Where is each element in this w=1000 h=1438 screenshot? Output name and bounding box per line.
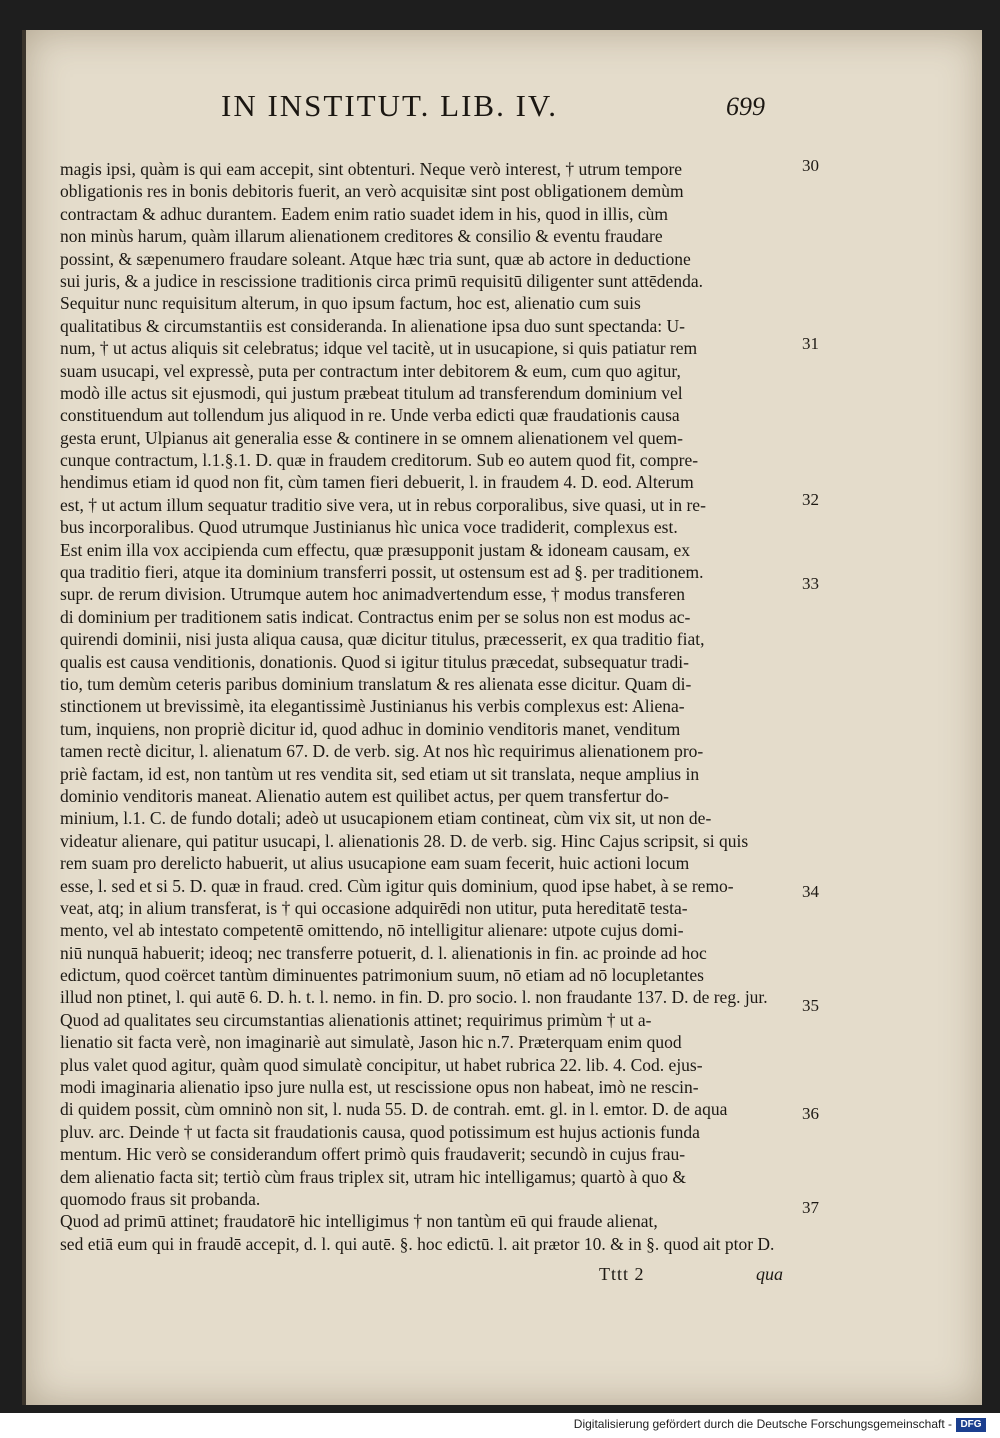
text-line: modò ille actus sit ejusmodi, qui justum præbeat titulum ad transferendum dominium vel — [60, 382, 683, 403]
text-line: lienatio sit facta verè, non imaginariè aut simulatè, Jason hic n.7. Præterquam enim quod — [60, 1032, 682, 1053]
catchword: qua — [756, 1264, 783, 1284]
text-line: contractam & adhuc durantem. Eadem enim ratio suadet idem in his, quod in illis, cùm — [60, 203, 668, 224]
margin-number: 31 — [802, 334, 819, 353]
footer-bar — [0, 1413, 1000, 1438]
margin-number: 37 — [802, 1198, 819, 1217]
text-line: minium, l.1. C. de fundo dotali; adeò ut usucapionem etiam contineat, cùm vix sit, ut non de- — [60, 808, 712, 829]
text-line: illud non ptinet, l. qui autē 6. D. h. t. l. nemo. in fin. D. pro socio. l. non fraudante 137. D. de reg. jur. — [60, 987, 768, 1008]
text-line: cunque contractum, l.1.§.1. D. quæ in fraudem creditorum. Sub eo autem quod fit, compre- — [60, 450, 699, 471]
page-body — [60, 158, 800, 1255]
text-line: est, † ut actum illum sequatur traditio sive vera, ut in rebus corporalibus, sive quasi, ut in re- — [60, 494, 706, 515]
text-line: constituendum aut tollendum jus aliquod in re. Unde verba edicti quæ fraudationis causa — [60, 405, 680, 426]
text-line: niū nunquā habuerit; ideoq; nec transferre potuerit, d. l. alienationis in fin. ac proinde ad hoc — [60, 942, 707, 963]
text-line: edictum, quod coërcet tantùm diminuentes patrimonium suum, nō etiam ad nō locupletantes — [60, 965, 704, 986]
margin-number: 35 — [802, 996, 819, 1015]
text-line: Quod ad qualitates seu circumstantias alienationis attinet; requirimus primùm † ut a- — [60, 1009, 652, 1030]
margin-number: 36 — [802, 1104, 819, 1123]
text-line: esse, l. sed et si 5. D. quæ in fraud. cred. Cùm igitur quis dominium, quod ipse habet, à se remo- — [60, 875, 734, 896]
text-line: possint, & sæpenumero fraudare soleant. Atque hæc tria sunt, quæ ab actore in deductione — [60, 248, 691, 269]
text-line: supr. de rerum division. Utrumque autem hoc animadvertendum esse, † modus transferen — [60, 584, 685, 605]
page-number: 699 — [726, 92, 765, 121]
text-line: modi imaginaria alienatio ipso jure nulla est, ut rescissione opus non habeat, imò ne rescin- — [60, 1077, 699, 1098]
text-line: Quod ad primū attinet; fraudatorē hic intelligimus † non tantùm eū qui fraude alienat, — [60, 1211, 658, 1232]
text-line: di quidem possit, cùm omninò non sit, l. nuda 55. D. de contrah. emt. gl. in l. emtor. D. de aqua — [60, 1099, 728, 1120]
text-line: sui juris, & a judice in rescissione traditionis circa primū requisitū diligenter sunt attēdenda. — [60, 270, 703, 291]
margin-number: 33 — [802, 574, 819, 593]
text-line: pluv. arc. Deinde † ut facta sit fraudationis causa, quod potissimum est hujus actionis funda — [60, 1121, 700, 1142]
text-line: di dominium per traditionem satis indicat. Contractus enim per se solus non est modus ac- — [60, 606, 691, 627]
text-line: magis ipsi, quàm is qui eam accepit, sint obtenturi. Neque verò interest, † utrum tempore — [60, 159, 683, 179]
text-line: tum, inquiens, non propriè dicitur id, quod adhuc in dominio venditoris manet, venditum — [60, 718, 681, 739]
text-line: tamen rectè dicitur, l. alienatum 67. D. de verb. sig. At nos hìc requirimus alienationem pro- — [60, 741, 704, 762]
text-line: non minùs harum, quàm illarum alienationem creditores & consilio & eventu fraudare — [60, 226, 663, 247]
funding-notice: Digitalisierung gefördert durch die Deutsche Forschungsgemeinschaft - — [573, 1417, 952, 1431]
text-line: qualitatibus & circumstantiis est consideranda. In alienatione ipsa duo sunt spectanda: U- — [60, 315, 685, 336]
text-line: bus incorporalibus. Quod utrumque Justinianus hìc unica voce tradiderit, complexus est. — [60, 517, 678, 538]
text-line: tio, tum demùm ceteris paribus dominium translatum & res alienata esse dicitur. Quam di- — [60, 673, 692, 694]
text-line: dominio venditoris maneat. Alienatio autem est quilibet actus, per quem transfertur do- — [60, 785, 669, 806]
text-line: suam usucapi, vel expressè, puta per contractum inter debitorem & eum, cum quo agitur, — [60, 360, 681, 381]
margin-number: 34 — [802, 882, 819, 901]
text-line: hendimus etiam id quod non fit, cùm tamen fieri debuerit, l. in fraudem 4. D. eod. Alterum — [60, 472, 694, 493]
text-line: plus valet quod agitur, quàm quod simulatè concipitur, ut habet rubrica 22. lib. 4. Cod. ejus- — [60, 1054, 703, 1075]
page-header: IN INSTITUT. LIB. IV. — [221, 88, 559, 123]
text-line: gesta erunt, Ulpianus ait generalia esse & continere in se omnem alienationem vel quem- — [60, 427, 683, 448]
text-line: mentum. Hic verò se considerandum offert primò quis fraudaverit; secundò in cujus frau- — [60, 1144, 686, 1165]
text-line: veat, atq; in alium transferat, is † qui occasione adquirēdi non utitur, puta hereditatē testa- — [60, 897, 688, 918]
text-line: quomodo fraus sit probanda. — [60, 1188, 261, 1209]
text-line: videatur alienare, qui patitur usucapi, l. alienationis 28. D. de verb. sig. Hinc Cajus scripsit, si quis — [60, 830, 749, 851]
text-line: qualis est causa venditionis, donationis. Quod si igitur titulus præcedat, subsequatur tradi- — [60, 651, 689, 672]
text-line: qua traditio fieri, atque ita dominium transferri possit, ut ostensum est ad §. per traditionem. — [60, 562, 704, 583]
text-line: dem alienatio facta sit; tertiò cùm fraus triplex sit, utram hic intelligamus; quartò à quo & — [60, 1166, 686, 1187]
text-line: priè factam, id est, non tantùm ut res vendita sit, sed etiam ut sit translata, neque amplius in — [60, 763, 700, 784]
text-line: Sequitur nunc requisitum alterum, in quo ipsum factum, hoc est, alienatio cum suis — [60, 293, 641, 314]
signature-mark: Tttt 2 — [599, 1264, 645, 1284]
text-line: stinctionem ut brevissimè, ita elegantissimè Justinianus his verbis complexus est: Aliena- — [60, 696, 685, 717]
text-line: num, † ut actus aliquis sit celebratus; idque vel tacitè, ut in usucapione, si quis patiatur rem — [60, 338, 698, 359]
text-line: quirendi dominii, nisi justa aliqua causa, quæ dicitur titulus, præcesserit, ex qua traditio fiat, — [60, 629, 705, 650]
text-line: sed etiā eum qui in fraudē accepit, d. l. qui autē. §. hoc edictū. l. ait prætor 10. & in §. quod ait ptor D. — [60, 1233, 775, 1254]
text-line: mento, vel ab intestato competentē omittendo, nō intelligitur alienare: utpote cujus domi- — [60, 920, 684, 941]
dfg-logo-icon: DFG — [956, 1418, 986, 1432]
scanned-page — [22, 30, 982, 1405]
margin-number: 30 — [802, 156, 819, 175]
margin-number: 32 — [802, 490, 819, 509]
text-line: Est enim illa vox accipienda cum effectu, quæ præsupponit justam & idoneam causam, ex — [60, 539, 691, 560]
text-line: rem suam pro derelicto habuerit, ut alius usucapione eam suam fecerit, huic actioni locum — [60, 853, 690, 874]
text-line: obligationis res in bonis debitoris fuerit, an verò acquisitæ sint post obligationem demùm — [60, 181, 684, 202]
